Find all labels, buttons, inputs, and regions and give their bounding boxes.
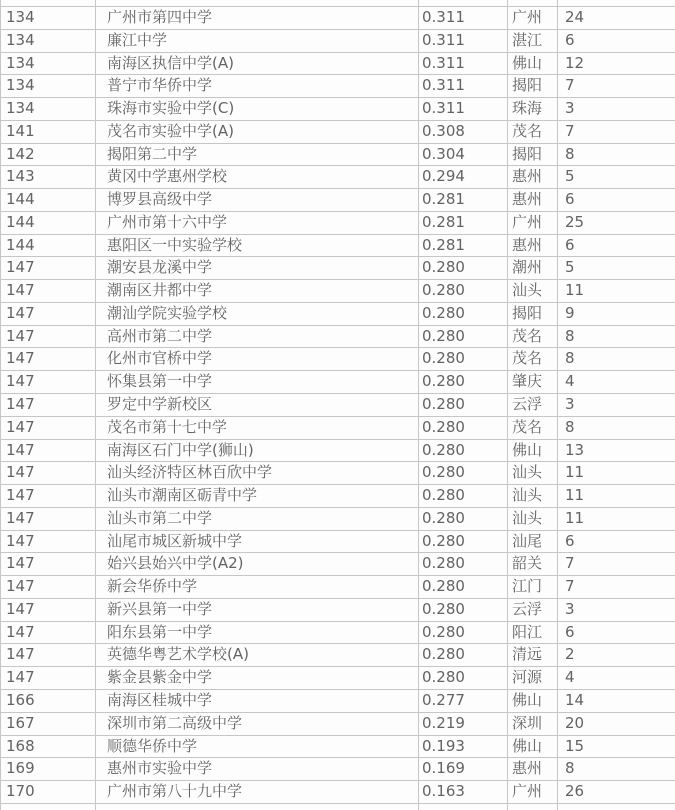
cell-score: 0.311 — [419, 30, 508, 52]
table-row — [0, 211, 675, 234]
cell-city: 云浮 — [508, 394, 558, 416]
cell-rank: 167 — [1, 713, 96, 735]
cell-count: 4 — [565, 372, 575, 391]
table-row — [0, 552, 675, 575]
cell-rank: 144 — [1, 212, 96, 234]
cell-score: 0.163 — [419, 781, 508, 803]
cell-rank: 144 — [1, 189, 96, 211]
cell-school-name: 罗定中学新校区 — [96, 394, 419, 416]
table-row — [0, 234, 675, 257]
cell-school-name: 汕头市第二中学 — [96, 508, 419, 530]
cell-school-name: 潮汕学院实验学校 — [96, 303, 419, 325]
cell-school-name: 怀集县第一中学 — [96, 371, 419, 393]
cell-city: 佛山 — [508, 736, 558, 758]
cell-count: 6 — [565, 531, 575, 550]
cell-score: 0.280 — [419, 508, 508, 530]
table-row — [0, 143, 675, 166]
cell-school-name: 揭阳第二中学 — [96, 144, 419, 166]
cell-rank: 143 — [1, 166, 96, 188]
table-row — [0, 256, 675, 279]
table-row — [0, 165, 675, 188]
table-row — [0, 712, 675, 735]
table-row — [0, 484, 675, 507]
cell-city: 揭阳 — [508, 144, 558, 166]
cell-rank: 147 — [1, 417, 96, 439]
cell-rank: 147 — [1, 599, 96, 621]
cell-count: 6 — [565, 235, 575, 254]
cell-rank: 147 — [1, 257, 96, 279]
table-row — [0, 780, 675, 803]
cell-score: 0.281 — [419, 235, 508, 257]
table-row — [0, 279, 675, 302]
cell-city: 珠海 — [508, 98, 558, 120]
cell-count: 13 — [565, 440, 585, 459]
cell-city: 广州 — [508, 212, 558, 234]
cell-rank: 134 — [1, 30, 96, 52]
cell-score: 0.311 — [419, 75, 508, 97]
cell-score: 0.281 — [419, 189, 508, 211]
table-row — [0, 666, 675, 689]
cell-rank: 147 — [1, 303, 96, 325]
cell-school-name: 汕尾市城区新城中学 — [96, 531, 419, 553]
cell-city: 茂名 — [508, 326, 558, 348]
cell-count: 5 — [565, 258, 575, 277]
cell-count: 7 — [565, 76, 575, 95]
cell-score: 0.280 — [419, 553, 508, 575]
cell-rank: 147 — [1, 440, 96, 462]
cell-rank: 168 — [1, 736, 96, 758]
cell-score: 0.280 — [419, 440, 508, 462]
cell-school-name: 广州市第四中学 — [96, 7, 419, 29]
cell-city: 惠州 — [508, 189, 558, 211]
cell-score: 0.308 — [419, 121, 508, 143]
table-row — [0, 6, 675, 29]
cell-school-name: 英德华粤艺术学校(A) — [96, 644, 419, 666]
cell-city: 广州 — [508, 7, 558, 29]
cell-school-name: 茂名市实验中学(A) — [96, 121, 419, 143]
cell-rank — [1, 0, 96, 6]
cell-school-name: 茂名市第十七中学 — [96, 417, 419, 439]
table-row — [0, 52, 675, 75]
cell-score: 0.311 — [419, 7, 508, 29]
cell-score: 0.281 — [419, 212, 508, 234]
cell-score: 0.280 — [419, 531, 508, 553]
cell-school-name: 黄冈中学惠州学校 — [96, 166, 419, 188]
cell-count: 15 — [565, 736, 585, 755]
cell-rank: 134 — [1, 75, 96, 97]
cell-count: 8 — [565, 349, 575, 368]
cell-count: 8 — [565, 144, 575, 163]
cell-school-name: 博罗县高级中学 — [96, 189, 419, 211]
cell-rank: 147 — [1, 553, 96, 575]
table-row — [0, 530, 675, 553]
cell-score: 0.277 — [419, 690, 508, 712]
table-row — [0, 621, 675, 644]
cell-school-name: 新兴县第一中学 — [96, 599, 419, 621]
cell-count — [558, 0, 675, 6]
cell-rank: 134 — [1, 98, 96, 120]
table-row — [0, 302, 675, 325]
table-row — [0, 347, 675, 370]
cell-school-name: 汕头市潮南区砺青中学 — [96, 485, 419, 507]
cell-count: 8 — [565, 326, 575, 345]
cell-score: 0.280 — [419, 644, 508, 666]
cell-city: 汕头 — [508, 280, 558, 302]
cell-score: 0.280 — [419, 485, 508, 507]
cell-school-name: 南海区桂城中学 — [96, 690, 419, 712]
cell-score: 0.280 — [419, 599, 508, 621]
cell-school-name: 南海区石门中学(狮山) — [96, 440, 419, 462]
cell-count: 14 — [565, 690, 585, 709]
cell-rank: 147 — [1, 485, 96, 507]
cell-count: 7 — [565, 577, 575, 596]
cell-count: 5 — [565, 167, 575, 186]
cell-count: 6 — [565, 30, 575, 49]
cell-score: 0.280 — [419, 280, 508, 302]
cell-city: 揭阳 — [508, 303, 558, 325]
cell-rank: 170 — [1, 781, 96, 803]
cell-school-name: 紫金县紫金中学 — [96, 667, 419, 689]
cell-count: 9 — [565, 303, 575, 322]
cell-rank: 166 — [1, 690, 96, 712]
cell-score: 0.280 — [419, 576, 508, 598]
cell-city: 韶关 — [508, 553, 558, 575]
cell-rank: 147 — [1, 394, 96, 416]
cell-city: 茂名 — [508, 417, 558, 439]
cropped-row-bottom — [0, 803, 675, 810]
cell-school-name: 汕头经济特区林百欣中学 — [96, 462, 419, 484]
table-row — [0, 29, 675, 52]
cell-rank: 147 — [1, 280, 96, 302]
cell-count: 8 — [565, 417, 575, 436]
cell-school-name: 顺德华侨中学 — [96, 736, 419, 758]
cell-score — [419, 804, 508, 810]
cell-city: 佛山 — [508, 690, 558, 712]
cell-city: 揭阳 — [508, 75, 558, 97]
cell-rank: 134 — [1, 7, 96, 29]
cell-score: 0.311 — [419, 53, 508, 75]
table-row — [0, 575, 675, 598]
table-row — [0, 120, 675, 143]
cell-count: 11 — [565, 463, 585, 482]
cell-school-name: 潮安县龙溪中学 — [96, 257, 419, 279]
cell-school-name: 潮南区井都中学 — [96, 280, 419, 302]
cell-city: 阳江 — [508, 622, 558, 644]
cell-city: 汕尾 — [508, 531, 558, 553]
cell-count: 25 — [565, 212, 585, 231]
cell-rank: 147 — [1, 667, 96, 689]
cell-city: 惠州 — [508, 235, 558, 257]
cell-rank: 147 — [1, 622, 96, 644]
cell-school-name: 珠海市实验中学(C) — [96, 98, 419, 120]
cropped-row-top — [0, 0, 675, 6]
cell-school-name: 始兴县始兴中学(A2) — [96, 553, 419, 575]
cell-city: 惠州 — [508, 758, 558, 780]
cell-city: 广州 — [508, 781, 558, 803]
cell-city: 汕头 — [508, 462, 558, 484]
cell-school-name: 高州市第二中学 — [96, 326, 419, 348]
cell-school-name: 南海区执信中学(A) — [96, 53, 419, 75]
cell-rank: 147 — [1, 371, 96, 393]
cell-score: 0.294 — [419, 166, 508, 188]
cell-school-name: 化州市官桥中学 — [96, 348, 419, 370]
cell-city: 深圳 — [508, 713, 558, 735]
cell-score — [419, 0, 508, 6]
cell-score: 0.280 — [419, 622, 508, 644]
table-row — [0, 689, 675, 712]
cell-count: 12 — [565, 53, 585, 72]
cell-count: 24 — [565, 8, 585, 26]
cell-rank: 169 — [1, 758, 96, 780]
cell-city: 清远 — [508, 644, 558, 666]
cell-count: 6 — [565, 622, 575, 641]
cell-city: 惠州 — [508, 166, 558, 188]
cell-school-name — [96, 0, 419, 6]
cell-score: 0.169 — [419, 758, 508, 780]
cell-count: 11 — [565, 508, 585, 527]
table-row — [0, 598, 675, 621]
cell-school-name — [96, 804, 419, 810]
cell-school-name: 惠阳区一中实验学校 — [96, 235, 419, 257]
cell-city: 汕头 — [508, 508, 558, 530]
cell-count: 11 — [565, 281, 585, 300]
cell-rank — [1, 804, 96, 810]
table-row — [0, 461, 675, 484]
cell-city — [508, 0, 558, 6]
cell-count: 4 — [565, 668, 575, 687]
cell-school-name: 普宁市华侨中学 — [96, 75, 419, 97]
table-row — [0, 416, 675, 439]
table-row — [0, 188, 675, 211]
cell-city: 汕头 — [508, 485, 558, 507]
cell-city: 茂名 — [508, 348, 558, 370]
cell-count: 3 — [565, 599, 575, 618]
cell-score: 0.193 — [419, 736, 508, 758]
cell-city: 云浮 — [508, 599, 558, 621]
cell-rank: 147 — [1, 576, 96, 598]
cell-city: 佛山 — [508, 440, 558, 462]
table-row — [0, 439, 675, 462]
cell-city: 江门 — [508, 576, 558, 598]
cell-school-name: 深圳市第二高级中学 — [96, 713, 419, 735]
cell-city: 河源 — [508, 667, 558, 689]
table-body — [0, 6, 675, 803]
cell-city: 潮州 — [508, 257, 558, 279]
cell-school-name: 惠州市实验中学 — [96, 758, 419, 780]
cell-score: 0.280 — [419, 667, 508, 689]
table-row — [0, 393, 675, 416]
cell-count: 7 — [565, 121, 575, 140]
cell-school-name: 广州市第八十九中学 — [96, 781, 419, 803]
cell-count: 11 — [565, 486, 585, 505]
cell-school-name: 广州市第十六中学 — [96, 212, 419, 234]
cell-city: 湛江 — [508, 30, 558, 52]
cell-city: 佛山 — [508, 53, 558, 75]
cell-rank: 141 — [1, 121, 96, 143]
table-row — [0, 74, 675, 97]
cell-rank: 147 — [1, 326, 96, 348]
table-row — [0, 507, 675, 530]
cell-rank: 147 — [1, 508, 96, 530]
cell-city: 茂名 — [508, 121, 558, 143]
cell-rank: 147 — [1, 348, 96, 370]
cell-score: 0.280 — [419, 462, 508, 484]
cell-school-name: 新会华侨中学 — [96, 576, 419, 598]
cell-count — [558, 804, 675, 810]
cell-count: 26 — [565, 782, 585, 801]
cell-school-name: 廉江中学 — [96, 30, 419, 52]
cell-score: 0.219 — [419, 713, 508, 735]
table-row — [0, 643, 675, 666]
table-row — [0, 325, 675, 348]
cell-school-name: 阳东县第一中学 — [96, 622, 419, 644]
cell-score: 0.280 — [419, 326, 508, 348]
table-row — [0, 735, 675, 758]
cell-rank: 134 — [1, 53, 96, 75]
cell-score: 0.280 — [419, 417, 508, 439]
table-row — [0, 370, 675, 393]
table-row — [0, 757, 675, 780]
cell-rank: 144 — [1, 235, 96, 257]
cell-count: 2 — [565, 645, 575, 664]
cell-rank: 142 — [1, 144, 96, 166]
cell-city — [508, 804, 558, 810]
cell-count: 20 — [565, 713, 585, 732]
cell-count: 6 — [565, 190, 575, 209]
cell-count: 3 — [565, 99, 575, 118]
table-row — [0, 97, 675, 120]
cell-score: 0.311 — [419, 98, 508, 120]
cell-score: 0.280 — [419, 257, 508, 279]
cell-score: 0.280 — [419, 303, 508, 325]
cell-count: 8 — [565, 759, 575, 778]
cell-score: 0.304 — [419, 144, 508, 166]
cell-rank: 147 — [1, 531, 96, 553]
cell-city: 肇庆 — [508, 371, 558, 393]
cell-count: 3 — [565, 395, 575, 414]
cell-score: 0.280 — [419, 394, 508, 416]
cell-rank: 147 — [1, 644, 96, 666]
cell-rank: 147 — [1, 462, 96, 484]
cell-count: 7 — [565, 554, 575, 573]
cell-score: 0.280 — [419, 371, 508, 393]
cell-score: 0.280 — [419, 348, 508, 370]
